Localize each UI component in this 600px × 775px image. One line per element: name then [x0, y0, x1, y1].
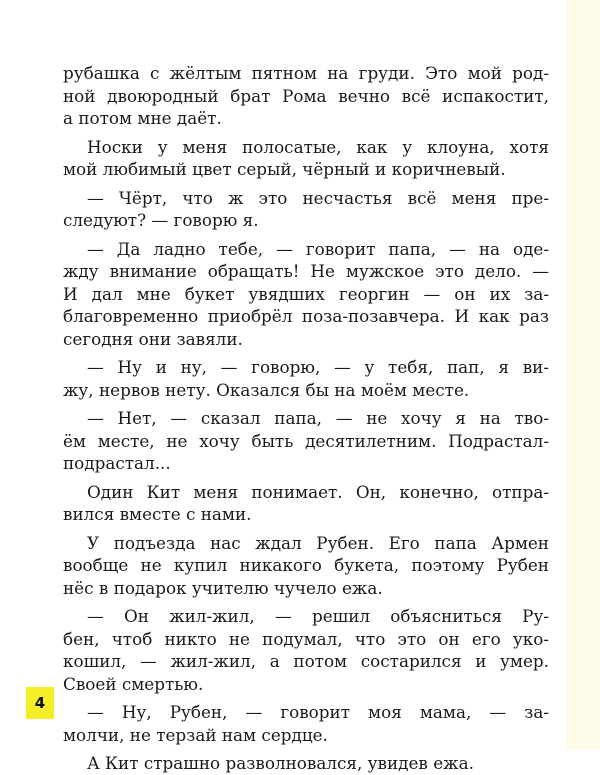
text-line: А Кит страшно разволновался, увидев ежа. — [87, 753, 474, 773]
text-line: — Да ладно тебе, — говорит папа, — на оде- — [87, 238, 549, 259]
paragraph — [63, 62, 549, 130]
paragraph — [63, 752, 549, 775]
text-line: — Нет, — сказал папа, — не хочу я на тво- — [87, 408, 549, 428]
page-edge-band — [566, 0, 600, 750]
text-line: ём месте, не хочу быть десятилетним. Подрастал- — [63, 430, 549, 451]
paragraph — [63, 356, 549, 401]
paragraph — [63, 532, 549, 600]
text-line: У подъезда нас ждал Рубен. Его папа Армен — [87, 532, 549, 553]
text-line: — Ну, Рубен, — говорит моя мама, — за- — [87, 702, 549, 722]
paragraph — [63, 136, 549, 181]
body-text — [63, 62, 549, 775]
text-line: рубашка с жёлтым пятном на груди. Это мой род- — [63, 63, 549, 83]
paragraph — [63, 407, 549, 475]
page-number: 4 — [26, 687, 54, 719]
text-line: вился вместе с нами. — [63, 504, 252, 524]
text-line: вообще не купил никакого букета, поэтому Рубен — [63, 555, 549, 575]
text-line: нёс в подарок учителю чучело ежа. — [63, 577, 383, 598]
text-line: — Ну и ну, — говорю, — у тебя, пап, я ви- — [87, 357, 549, 377]
text-line: бен, чтоб никто не подумал, что это он его уко- — [63, 628, 549, 649]
paragraph — [63, 701, 549, 746]
text-line: подрастал... — [63, 453, 171, 473]
paragraph — [63, 605, 549, 695]
text-line: жу, нервов нету. Оказался бы на моём месте. — [63, 379, 470, 400]
text-line: Носки у меня полосатые, как у клоуна, хотя — [87, 136, 549, 157]
text-line: — Чёрт, что ж это несчастья всё меня пре- — [87, 187, 549, 208]
paragraph — [63, 238, 549, 351]
paragraph — [63, 187, 549, 232]
text-line: мой любимый цвет серый, чёрный и коричневый. — [63, 159, 506, 179]
text-line: И дал мне букет увядших георгин — он их за- — [63, 283, 549, 304]
text-line: сегодня они завяли. — [63, 328, 243, 349]
text-line: а потом мне даёт. — [63, 108, 222, 128]
text-line: ной двоюродный брат Рома вечно всё испакостит, — [63, 85, 549, 106]
text-line: кошил, — жил-жил, а потом состарился и умер. — [63, 651, 549, 671]
text-line: молчи, не терзай нам сердце. — [63, 724, 328, 745]
text-line: следуют? — говорю я. — [63, 210, 259, 230]
paragraph — [63, 481, 549, 526]
text-line: Один Кит меня понимает. Он, конечно, отпра- — [87, 481, 549, 502]
text-line: Своей смертью. — [63, 673, 204, 694]
text-line: жду внимание обращать! Не мужское это дело. — — [63, 261, 549, 281]
text-line: — Он жил-жил, — решил объясниться Ру- — [87, 606, 549, 626]
text-line: благовременно приобрёл поза-позавчера. И как раз — [63, 306, 549, 326]
